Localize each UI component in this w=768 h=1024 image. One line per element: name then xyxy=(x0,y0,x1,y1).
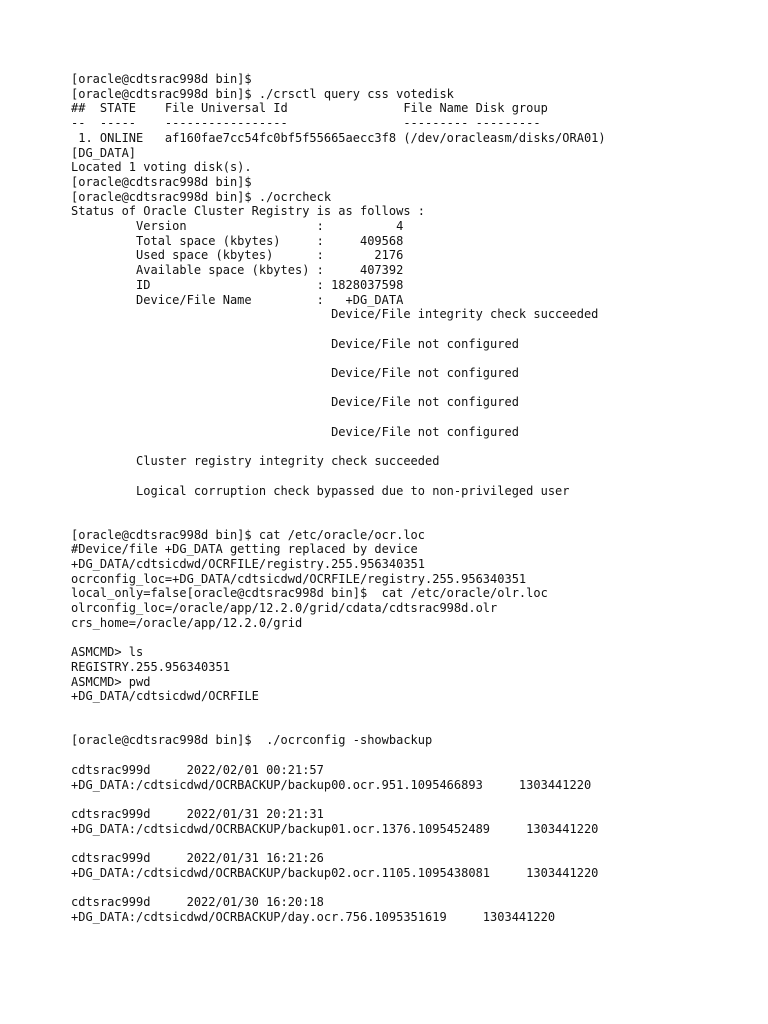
text-line: [oracle@cdtsrac998d bin]$ ./ocrcheck xyxy=(71,189,332,204)
text-line: cdtsrac999d 2022/01/31 20:21:31 xyxy=(71,806,324,821)
text-line xyxy=(71,469,606,484)
text-line: +DG_DATA:/cdtsicdwd/OCRBACKUP/backup00.ocr.951.1095466893 1303441220 xyxy=(71,777,592,792)
text-line: [oracle@cdtsrac998d bin]$ xyxy=(71,72,252,86)
text-line: local_only=false[oracle@cdtsrac998d bin]$ cat /etc/oracle/olr.loc xyxy=(71,586,548,601)
text-line: ASMCMD> ls xyxy=(71,645,144,660)
text-line: +DG_DATA/cdtsicdwd/OCRFILE xyxy=(71,689,259,704)
text-line xyxy=(71,748,606,763)
text-line: [DG_DATA] xyxy=(71,145,137,160)
text-line: REGISTRY.255.956340351 xyxy=(71,659,230,674)
text-line: +DG_DATA/cdtsicdwd/OCRFILE/registry.255.956340351 xyxy=(71,557,426,572)
text-line: ocrconfig_loc=+DG_DATA/cdtsicdwd/OCRFILE/registry.255.956340351 xyxy=(71,571,527,586)
text-line: ## STATE File Universal Id File Name Disk group xyxy=(71,101,548,116)
text-line xyxy=(71,704,606,719)
text-line: [oracle@cdtsrac998d bin]$ ./crsctl query css votedisk xyxy=(71,86,454,101)
text-line: Device/File not configured xyxy=(71,336,519,351)
text-line xyxy=(71,880,606,895)
text-line: +DG_DATA:/cdtsicdwd/OCRBACKUP/backup02.ocr.1105.1095438081 1303441220 xyxy=(71,865,599,880)
text-line: Logical corruption check bypassed due to non-privileged user xyxy=(71,483,570,498)
text-line xyxy=(71,719,606,734)
text-line xyxy=(71,351,606,366)
text-line: #Device/file +DG_DATA getting replaced by device xyxy=(71,542,418,557)
text-line: Device/File not configured xyxy=(71,424,519,439)
text-line: Cluster registry integrity check succeeded xyxy=(71,454,440,469)
text-line: -- ----- ----------------- --------- --------- xyxy=(71,116,541,131)
text-line xyxy=(71,381,606,396)
text-line: Device/File Name : +DG_DATA xyxy=(71,292,404,307)
text-line: olrconfig_loc=/oracle/app/12.2.0/grid/cdata/cdtsrac998d.olr xyxy=(71,601,498,616)
text-line: ASMCMD> pwd xyxy=(71,674,151,689)
text-line xyxy=(71,410,606,425)
text-line: +DG_DATA:/cdtsicdwd/OCRBACKUP/day.ocr.756.1095351619 1303441220 xyxy=(71,909,556,924)
text-line xyxy=(71,792,606,807)
text-line: [oracle@cdtsrac998d bin]$ xyxy=(71,174,252,189)
text-line xyxy=(71,440,606,455)
text-line: Used space (kbytes) : 2176 xyxy=(71,248,404,263)
text-line: Total space (kbytes) : 409568 xyxy=(71,233,404,248)
text-line: cdtsrac999d 2022/01/30 16:20:18 xyxy=(71,895,324,910)
text-line: Located 1 voting disk(s). xyxy=(71,160,252,175)
text-line xyxy=(71,836,606,851)
text-line: crs_home=/oracle/app/12.2.0/grid xyxy=(71,615,303,630)
text-line xyxy=(71,513,606,528)
text-line: [oracle@cdtsrac998d bin]$ ./ocrconfig -showbackup xyxy=(71,733,433,748)
terminal-output xyxy=(71,72,606,925)
text-line: Available space (kbytes) : 407392 xyxy=(71,263,404,278)
text-line xyxy=(71,631,606,646)
text-line: cdtsrac999d 2022/02/01 00:21:57 xyxy=(71,762,324,777)
text-line: Device/File not configured xyxy=(71,366,519,381)
text-line: Version : 4 xyxy=(71,219,404,234)
text-line: Device/File integrity check succeeded xyxy=(71,307,599,322)
text-line: +DG_DATA:/cdtsicdwd/OCRBACKUP/backup01.ocr.1376.1095452489 1303441220 xyxy=(71,821,599,836)
text-line xyxy=(71,322,606,337)
text-line xyxy=(71,498,606,513)
text-line: [oracle@cdtsrac998d bin]$ cat /etc/oracle/ocr.loc xyxy=(71,527,426,542)
text-line: cdtsrac999d 2022/01/31 16:21:26 xyxy=(71,851,324,866)
text-line: Device/File not configured xyxy=(71,395,519,410)
text-line: 1. ONLINE af160fae7cc54fc0bf5f55665aecc3f8 (/dev/oracleasm/disks/ORA01) xyxy=(71,130,606,145)
text-line: Status of Oracle Cluster Registry is as follows : xyxy=(71,204,426,219)
text-line: ID : 1828037598 xyxy=(71,277,404,292)
